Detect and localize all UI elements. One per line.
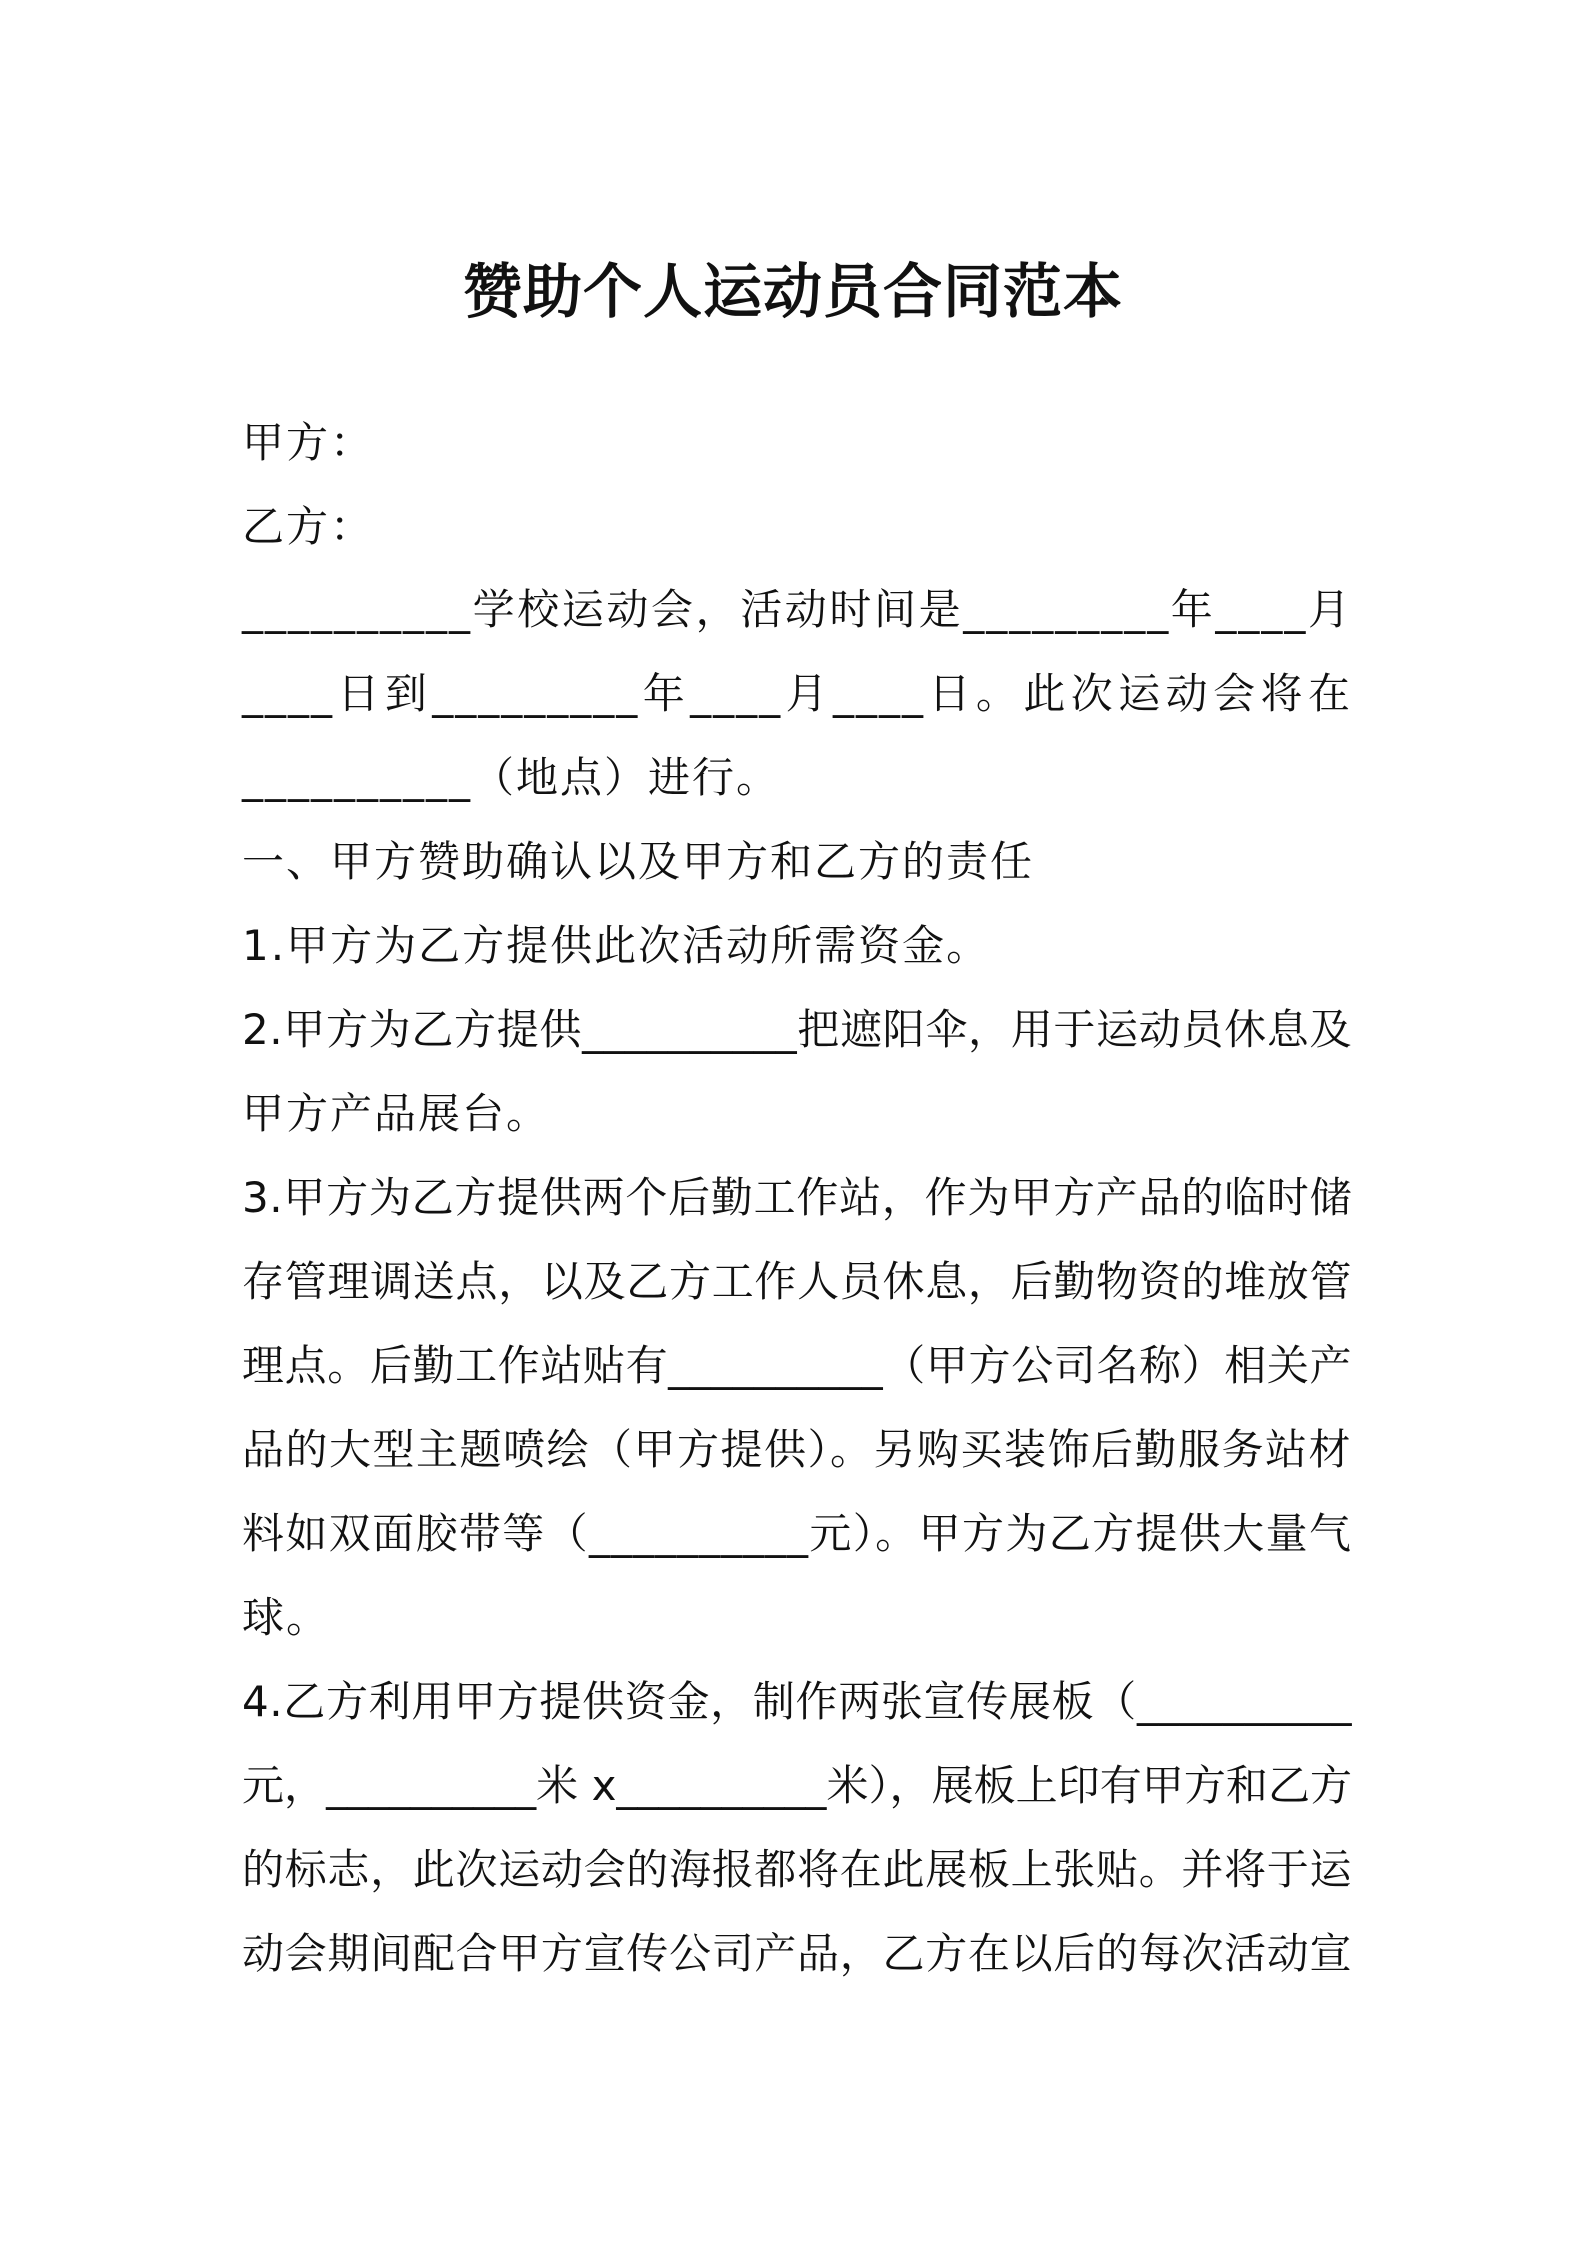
event-info-line-3: __________（地点）进行。: [242, 753, 781, 802]
event-info-line-1: __________学校运动会，活动时间是_________年____月: [242, 585, 1352, 634]
clause-2-line-2: 甲方产品展台。: [242, 1089, 551, 1138]
clause-3-line-1: 3.甲方为乙方提供两个后勤工作站，作为甲方产品的临时储: [242, 1173, 1352, 1222]
section-heading-1: 一、甲方赞助确认以及甲方和乙方的责任: [242, 837, 1035, 886]
clause-4-line-4: 动会期间配合甲方宣传公司产品，乙方在以后的每次活动宣: [242, 1929, 1352, 1978]
clause-3-line-4: 品的大型主题喷绘（甲方提供）。另购买装饰后勤服务站材: [242, 1425, 1353, 1474]
party-a-line: 甲方：: [242, 418, 375, 467]
clause-4-line-2: 元，__________米 x__________米），展板上印有甲方和乙方: [242, 1761, 1352, 1810]
clause-3-line-3: 理点。后勤工作站贴有__________（甲方公司名称）相关产: [242, 1341, 1352, 1390]
clause-3-line-5: 料如双面胶带等（__________元）。甲方为乙方提供大量气: [242, 1509, 1352, 1558]
clause-4-line-1: 4.乙方利用甲方提供资金，制作两张宣传展板（__________: [242, 1677, 1352, 1726]
party-b-line: 乙方：: [242, 502, 375, 551]
clause-1-line-1: 1.甲方为乙方提供此次活动所需资金。: [242, 921, 991, 970]
clause-3-line-2: 存管理调送点，以及乙方工作人员休息，后勤物资的堆放管: [242, 1257, 1352, 1306]
clause-4-line-3: 的标志，此次运动会的海报都将在此展板上张贴。并将于运: [242, 1845, 1352, 1894]
clause-2-line-1: 2.甲方为乙方提供__________把遮阳伞，用于运动员休息及: [242, 1005, 1352, 1054]
clause-3-line-6: 球。: [242, 1593, 331, 1642]
document-title: 赞助个人运动员合同范本: [462, 257, 1123, 326]
event-info-line-2: ____日到_________年____月____日。此次运动会将在: [242, 669, 1352, 718]
